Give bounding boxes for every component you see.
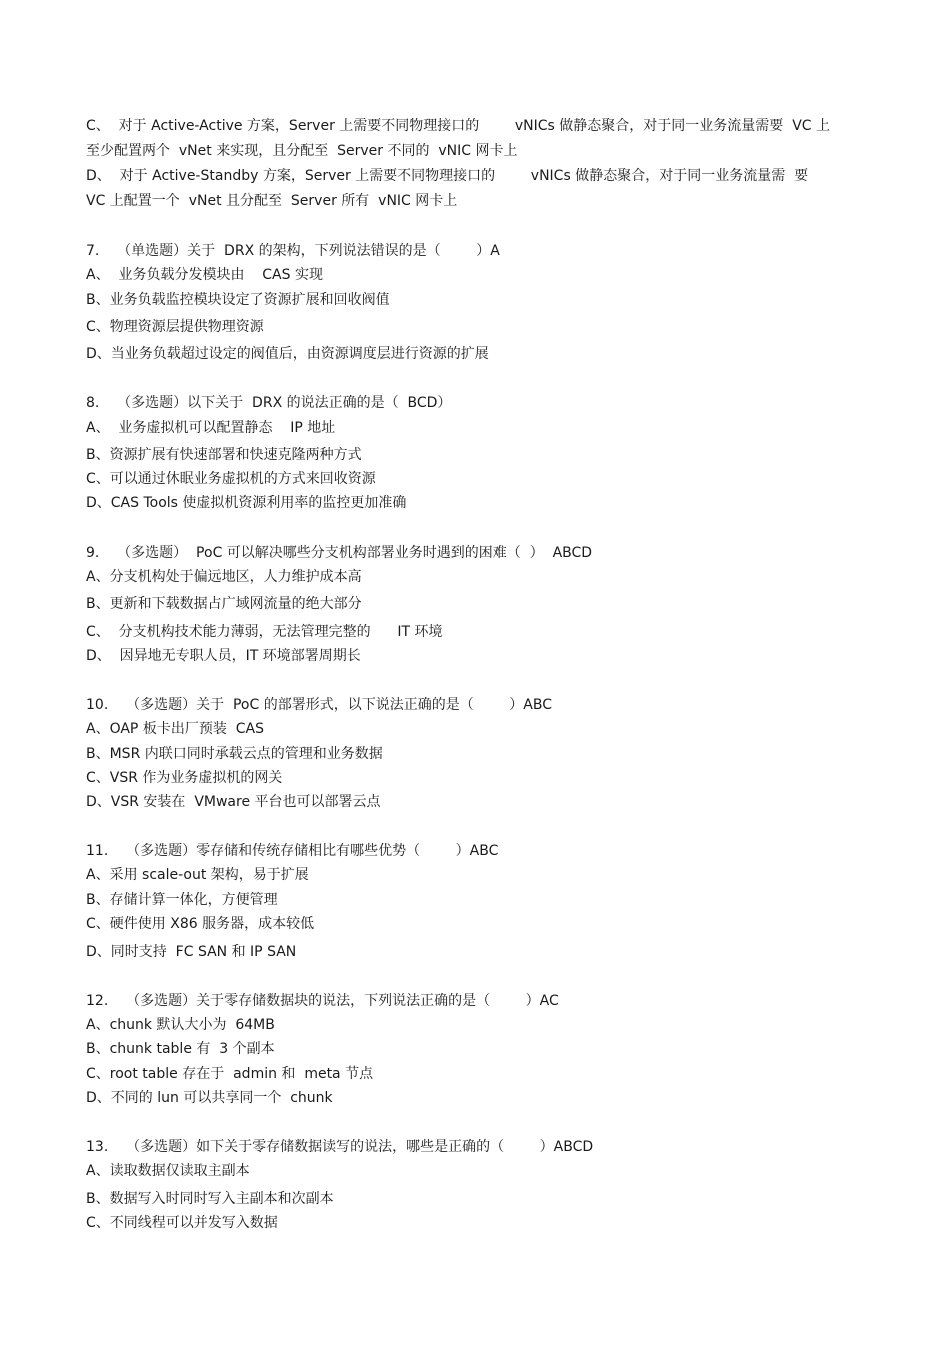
option-line: A、 业务虚拟机可以配置静态 IP 地址 [86,420,336,436]
option-line: D、CAS Tools 使虚拟机资源利用率的监控更加准确 [86,495,407,511]
option-line: A、分支机构处于偏远地区，人力维护成本高 [86,569,362,585]
question-12: 12. （多选题）关于零存储数据块的说法，下列说法正确的是（ ）AC [86,993,559,1009]
option-line: A、chunk 默认大小为 64MB [86,1017,275,1033]
option-line: C、可以通过休眠业务虚拟机的方式来回收资源 [86,471,376,487]
option-line: B、chunk table 有 3 个副本 [86,1041,275,1057]
option-line: B、更新和下载数据占广域网流量的绝大部分 [86,596,362,612]
option-line: D、同时支持 FC SAN 和 IP SAN [86,944,297,960]
option-line: A、读取数据仅读取主副本 [86,1163,250,1179]
option-line: A、采用 scale-out 架构，易于扩展 [86,867,309,883]
option-line: B、数据写入时同时写入主副本和次副本 [86,1191,334,1207]
option-line: D、VSR 安装在 VMware 平台也可以部署云点 [86,794,381,810]
option-line: B、存储计算一体化，方便管理 [86,892,278,908]
question-13: 13. （多选题）如下关于零存储数据读写的说法，哪些是正确的（ ）ABCD [86,1139,594,1155]
option-line: A、OAP 板卡出厂预装 CAS [86,721,264,737]
question-9: 9. （多选题） PoC 可以解决哪些分支机构部署业务时遇到的困难（ ） ABCD [86,545,593,561]
question-11: 11. （多选题）零存储和传统存储相比有哪些优势（ ）ABC [86,843,499,859]
question-8: 8. （多选题）以下关于 DRX 的说法正确的是（ BCD） [86,395,452,411]
option-line: VC 上配置一个 vNet 且分配至 Server 所有 vNIC 网卡上 [86,193,458,209]
option-line: C、root table 存在于 admin 和 meta 节点 [86,1066,374,1082]
option-line: C、不同线程可以并发写入数据 [86,1215,278,1231]
option-line: A、 业务负载分发模块由 CAS 实现 [86,267,323,283]
option-line: D、 对于 Active-Standby 方案，Server 上需要不同物理接口的 vNICs 做静态聚合，对于同一业务流量需 要 [86,168,809,184]
option-line: D、不同的 lun 可以共享同一个 chunk [86,1090,333,1106]
option-line: C、 分支机构技术能力薄弱，无法管理完整的 IT 环境 [86,624,443,640]
question-7: 7. （单选题）关于 DRX 的架构，下列说法错误的是（ ）A [86,243,500,259]
option-line: D、当业务负载超过设定的阀值后，由资源调度层进行资源的扩展 [86,346,489,362]
option-line: C、VSR 作为业务虚拟机的网关 [86,770,283,786]
option-line: C、物理资源层提供物理资源 [86,319,264,335]
option-line: 至少配置两个 vNet 来实现，且分配至 Server 不同的 vNIC 网卡上 [86,143,518,159]
option-line: B、业务负载监控模块设定了资源扩展和回收阀值 [86,292,390,308]
option-line: C、硬件使用 X86 服务器，成本较低 [86,916,315,932]
question-10: 10. （多选题）关于 PoC 的部署形式，以下说法正确的是（ ）ABC [86,697,553,713]
option-line: C、 对于 Active-Active 方案，Server 上需要不同物理接口的 vNICs 做静态聚合，对于同一业务流量需要 VC 上 [86,118,831,134]
option-line: B、MSR 内联口同时承载云点的管理和业务数据 [86,746,383,762]
option-line: B、资源扩展有快速部署和快速克隆两种方式 [86,447,362,463]
option-line: D、 因异地无专职人员，IT 环境部署周期长 [86,648,361,664]
